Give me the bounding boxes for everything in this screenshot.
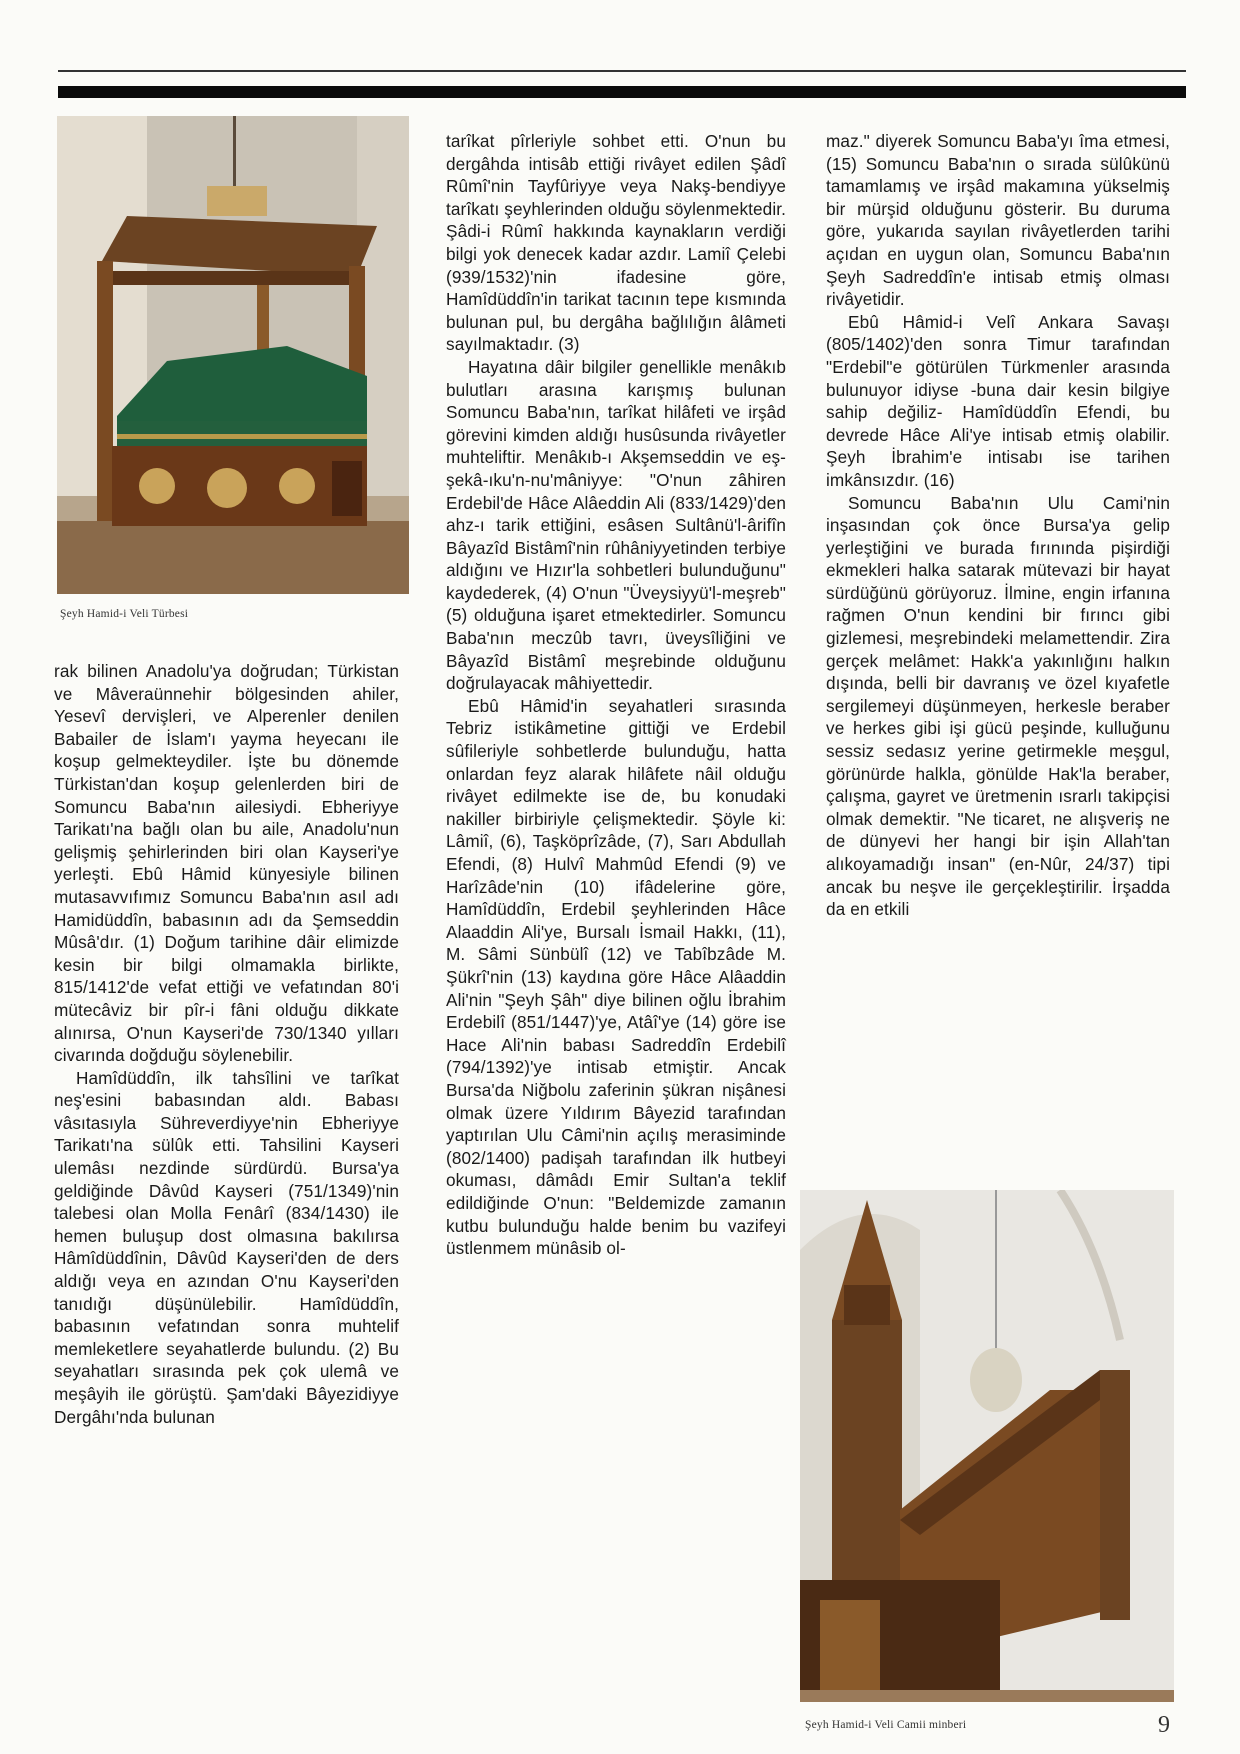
paragraph: Hayatına dâir bilgiler genellikle menâkıb bulutları arasına karışmış bulunan Somuncu Baba'nın, tarîkat hilâfeti ve irşâd görevini kimden aldığı husûsunda rivâyetler muhteliftir. Menâkıb-ı Akşemseddin ve eş-şekâ-ıku'n-nu'mâniyye: "O'nun zâhiren Erdebil'de Hâce Alâeddin Ali (833/1429)'den ahz-ı tarik ettiğini, esâsen Sultânü'l-ârifîn Bâyazîd Bistâmî'nin rûhâniyyetinden terbiye aldığını ve Hızır'la sohbetleri bulunduğunu" kaydederek, (4) O'nun "Üveysiyyü'l-meşreb" (5) olduğuna işaret etmektedirler. Somuncu Baba'nın meczûb tavrı, üveysîliğini ve Bâyazîd Bistâmî meşrebinde olduğunu doğrulayacak mâhiyettedir. [446, 356, 786, 694]
column-1 [54, 660, 399, 1428]
photo-caption: Şeyh Hamid-i Veli Türbesi [60, 608, 189, 620]
photo-minber [800, 1190, 1174, 1702]
minber-illustration [800, 1190, 1174, 1702]
paragraph: rak bilinen Anadolu'ya doğrudan; Türkistan ve Mâveraünnehir bölgesinden ahiler, Yesevî dervişleri, ve Alperenler denilen Babailer de İslam'ı yayma heyecanı ile koşup gelmekteydiler. İşte bu dönemde Türkistan'dan koşup gelenlerden biri de Somuncu Baba'nın ailesiydi. Ebheriyye Tarikatı'na bağlı olan bu aile, Anadolu'nun gelişmiş şehirlerinden biri olan Kayseri'ye yerleşti. Ebû Hâmid künyesiyle bilinen mutasavvıfımız Somuncu Baba'nın asıl adı Hamidüddîn, babasının adı da Şemseddin Mûsâ'dır. (1) Doğum tarihine dâir elimizde kesin bir bilgi olmamakla birlikte, 815/1412'de vefat ettiği ve vefatından 80'i mütecâviz bir pîr-i fâni olduğu dikkate alınırsa, O'nun Kayseri'de 730/1340 yılları civarında doğduğu söylenebilir. [54, 661, 399, 1066]
photo-tomb [57, 116, 409, 594]
header-rule-thick [58, 86, 1186, 98]
page-number: 9 [1158, 1712, 1170, 1738]
column-3 [826, 130, 1170, 921]
column-2 [446, 130, 786, 1260]
header-rule-thin [58, 70, 1186, 72]
paragraph: Hamîdüddîn, ilk tahsîlini ve tarîkat neş'esini babasından aldı. Babası vâsıtasıyla Sühreverdiyye'nin Ebheriyye Tarikatı'na sülûk etti. Tahsilini Kayseri ulemâsı nezdinde sürdürdü. Bursa'ya geldiğinde Dâvûd Kayseri (751/1349)'nin talebesi olan Molla Fenârî (834/1430) ile hemen buluşup dost olmasına bakılırsa Hâmîdüddînin, Dâvûd Kayseri'den de ders aldığı veya en azından O'nu Kayseri'den tanıdığı düşünülebilir. Hamîdüddîn, babasının vefatından sonra muhtelif memleketlere seyahatlerde bulundu. (2) Bu seyahatları sırasında pek çok ulemâ ve meşâyih ile görüştü. Şam'daki Bâyezidiyye Dergâhı'nda bulunan [54, 1067, 399, 1427]
paragraph: tarîkat pîrleriyle sohbet etti. O'nun bu dergâhda intisâb ettiği rivâyet edilen Şâdî Rûmî'nin Tayfûriyye veya Nakş-bendiyye tarîkatı şeyhlerinden olduğu söylenmektedir. Şâdi-i Rûmî hakkında kaynakların verdiği bilgi yok denecek kadar azdır. Lamiî Çelebi (939/1532)'nin ifadesine göre, Hamîdüddîn'in tarikat tacının tepe kısmında bulunan pul, bu dergâha bağlılığın âlâmeti sayılmaktadır. (3) [446, 131, 786, 355]
paragraph: Somuncu Baba'nın Ulu Cami'nin inşasından çok önce Bursa'ya gelip yerleştiğini ve burada fırınında pişirdiği ekmekleri halka satarak mütevazi bir hayat sürdüğünü görüyoruz. İlmine, engin irfanına rağmen O'nun kendini bir fırıncı gibi gizlemesi, meşrebindeki melamettendir. Zira gerçek melâmet: Hakk'a yakınlığını halkın dışında, belli bir davranış ve özel kıyafetle sergilemeyi düşünmeyen, herkesle beraber ve herkes gibi işi gücü peşinde, kulluğunu sessiz sedasız yerine getirmekle meşgul, görünürde halkla, gönülde Hak'la beraber, çalışma, gayret ve üretmenin ısrarlı takipçisi olmak demektir. "Ne ticaret, ne alışveriş ne de dünyevi her hangi bir işin Allah'tan alıkoyamadığı insan" (en-Nûr, 24/37) tipi ancak bu neşve ile gerçekleştirilir. İrşadda da en etkili [826, 492, 1170, 920]
paragraph: Ebû Hâmid-i Velî Ankara Savaşı (805/1402)'den sonra Timur tarafından "Erdebil"e götürülen Türkmenler arasında bulunuyor idiyse -buna dair kesin bilgiye sahip değiliz- Hamîdüddîn Efendi, bu devrede Hâce Ali'ye intisab etmiş olabilir. Şeyh İbrahim'e intisabı ise tarihen imkânsızdır. (16) [826, 311, 1170, 490]
tomb-illustration [57, 116, 409, 594]
photo-caption: Şeyh Hamid-i Veli Camii minberi [805, 1719, 967, 1731]
paragraph: Ebû Hâmid'in seyahatleri sırasında Tebriz istikâmetine gittiği ve Erdebil sûfileriyle sohbetlerde bulunduğu, hatta onlardan feyz alarak hilâfete nâil olduğu rivâyet edilmekte ise de, bu konudaki nakiller birbiriyle çelişmektedir. Şöyle ki: Lâmiî, (6), Taşköprîzâde, (7), Sarı Abdullah Efendi, (8) Hulvî Mahmûd Efendi (9) ve Harîzâde'nin (10) ifâdelerine göre, Hamîdüddîn, Erdebil şeyhlerinden Hâce Alaaddin Ali'ye, Bursalı İsmail Hakkı, (11), M. Sâmi Sünbülî (12) ve Tabîbzâde M. Şükrî'nin (13) kaydına göre Hâce Alâaddin Ali'nin "Şeyh Şâh" diye bilinen oğlu İbrahim Erdebilî (851/1447)'ye, Atâî'ye (14) göre ise Hace Ali'nin babası Sadreddîn Erdebilî (794/1392)'ye intisab etmiştir. Ancak Bursa'da Niğbolu zaferinin şükran nişânesi olmak üzere Yıldırım Bâyezid tarafından yaptırılan Ulu Câmi'nin açılış merasiminde (802/1400) padişah tarafından ilk hutbeyi okuması, dâmâdı Emir Sultan'a teklif edildiğinde O'nun: "Beldemizde zamanın kutbu bulunduğu halde benim bu vazifeyi üstlenmem münâsib ol- [446, 695, 786, 1259]
paragraph: maz." diyerek Somuncu Baba'yı îma etmesi, (15) Somuncu Baba'nın o sırada sülûkünü tamamlamış ve irşâd makamına yükselmiş bir mürşid olduğunu gösterir. Bu duruma göre, yukarıda sayılan rivâyetlerden tarihi açıdan en uygun olan, Somuncu Baba'nın Şeyh Sadreddîn'e intisab etmiş olması rivâyetidir. [826, 131, 1170, 310]
